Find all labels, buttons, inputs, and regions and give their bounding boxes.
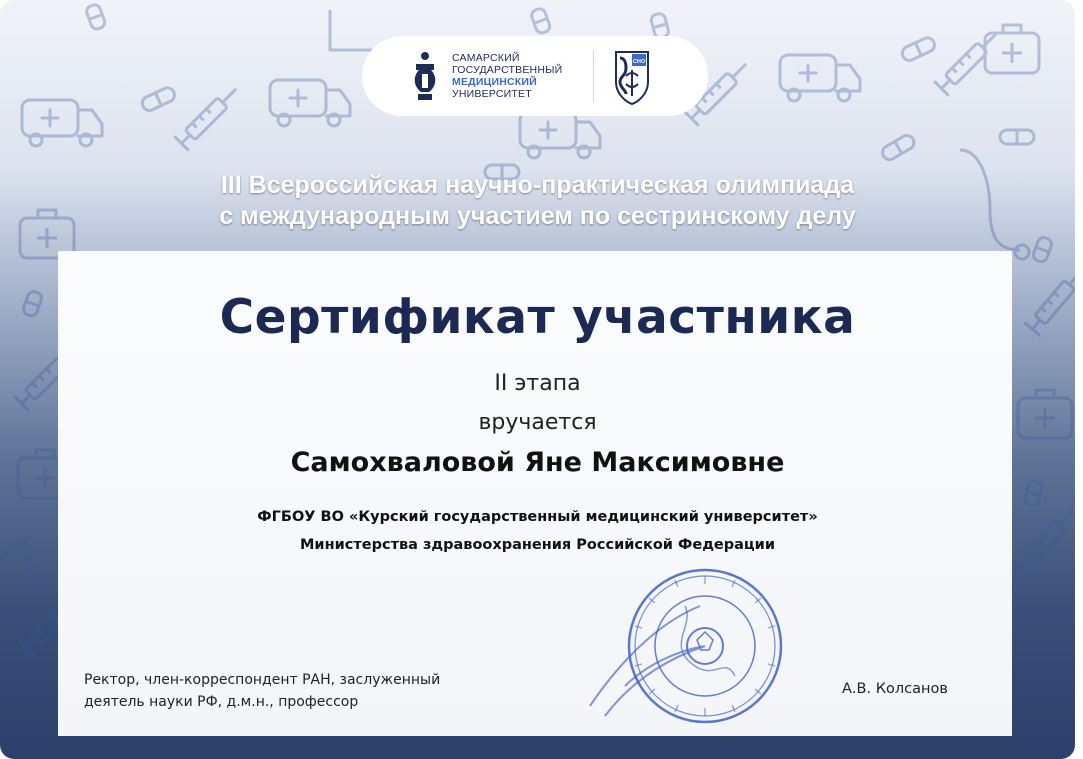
awarded-text: вручается — [478, 410, 597, 435]
certificate-title: Сертификат участника — [219, 290, 856, 345]
logo-line-4: УНИВЕРСИТЕТ — [452, 88, 532, 100]
signer-role-line-1: Ректор, член-корреспондент РАН, заслуженный — [84, 672, 441, 688]
stage-text: II этапа — [494, 371, 581, 396]
signer-name: А.В. Колсанов — [842, 681, 948, 697]
logo-line-3: МЕДИЦИНСКИЙ — [452, 76, 537, 88]
olympiad-title — [0, 170, 1075, 232]
olympiad-title-line-2: с международным участием по сестринскому делу — [219, 202, 856, 230]
logo-line-1: САМАРСКИЙ — [452, 52, 520, 64]
official-seal-stamp — [585, 566, 795, 736]
logo-divider — [593, 50, 594, 102]
organization-line-2: Министерства здравоохранения Российской Федерации — [300, 537, 775, 553]
recipient-name: Самохваловой Яне Максимовне — [290, 447, 785, 478]
logo-line-2: ГОСУДАРСТВЕННЫЙ — [452, 64, 563, 76]
svg-text:СНО: СНО — [632, 59, 646, 65]
logo-banner — [362, 36, 708, 116]
sno-logo-icon — [606, 48, 658, 106]
university-logo-text — [452, 52, 562, 100]
signer-role-line-2: деятель науки РФ, д.м.н., профессор — [84, 694, 359, 710]
signer-role — [84, 669, 440, 713]
olympiad-title-line-1: III Всероссийская научно-практическая олимпиада — [220, 171, 855, 199]
organization-line-1: ФГБОУ ВО «Курский государственный медицинский университет» — [257, 509, 818, 525]
university-emblem-icon — [410, 50, 440, 102]
